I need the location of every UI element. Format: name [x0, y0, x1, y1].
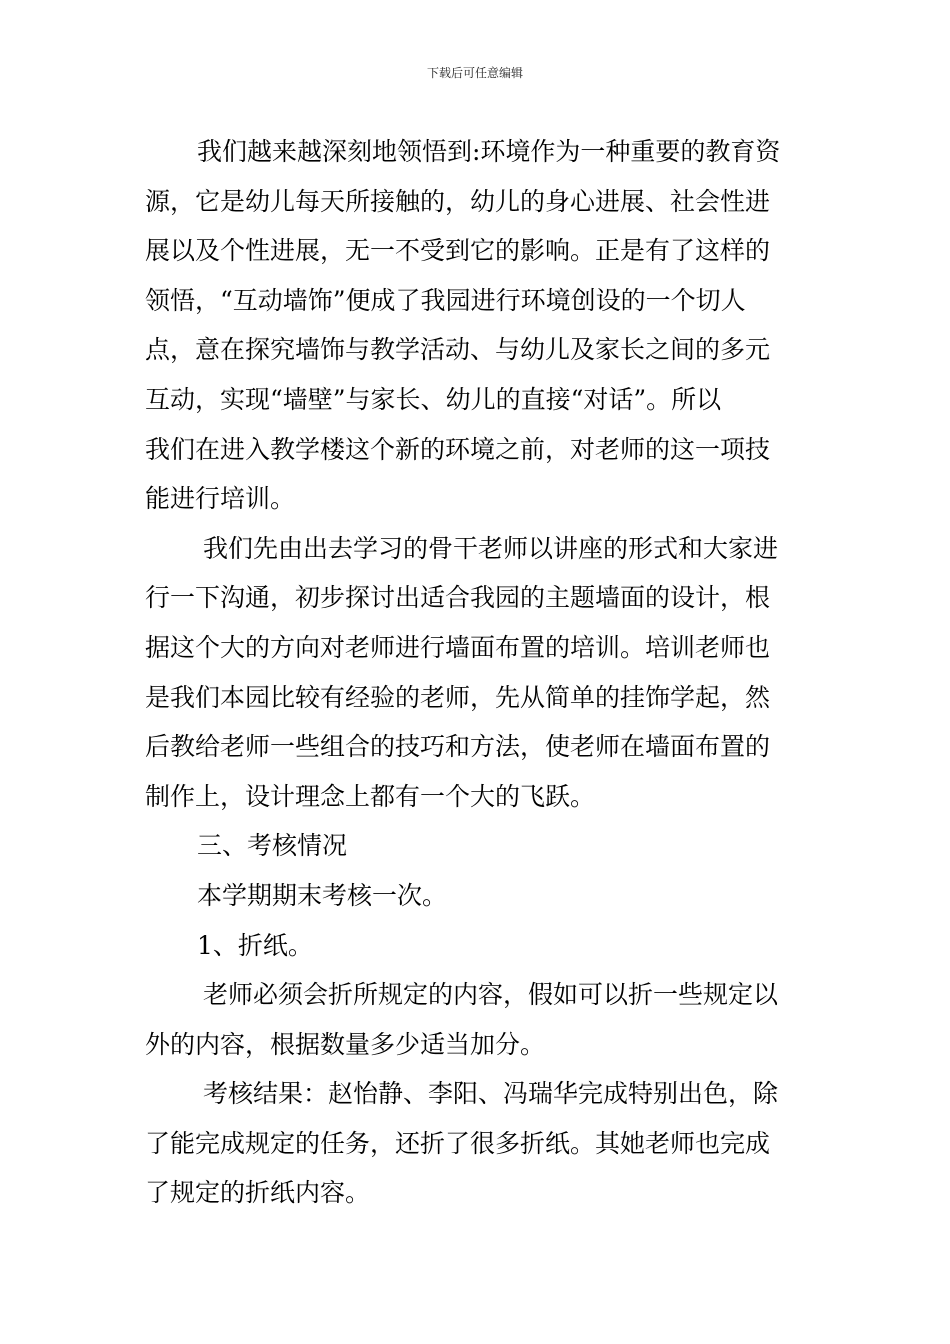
text-line: 了规定的折纸内容。 [145, 1178, 371, 1208]
paragraph-assessment-frequency [145, 871, 807, 921]
paragraph-training [145, 524, 807, 822]
text-line: 三、考核情况 [197, 831, 348, 861]
paragraph-origami-rules [145, 970, 807, 1069]
text-line: 制作上，设计理念上都有一个大的飞跃。 [145, 781, 596, 811]
text-line: 领悟，“互动墙饰”便成了我园进行环境创设的一个切人 [145, 285, 746, 315]
paragraph-environment-insight [145, 127, 807, 524]
text-line: 我们先由出去学习的骨干老师以讲座的形式和大家进 [203, 533, 779, 563]
section-heading-assessment [145, 821, 807, 871]
text-line: 行一下沟通，初步探讨出适合我园的主题墙面的设计，根 [145, 583, 771, 613]
text-line: 互动，实现“墙壁”与家长、幼儿的直接“对话”。所以 [145, 384, 722, 414]
text-line: 1、折纸。 [197, 930, 313, 960]
paragraph-assessment-result [145, 1069, 807, 1218]
text-line: 是我们本园比较有经验的老师，先从简单的挂饰学起，然 [145, 682, 771, 712]
text-line: 我们在进入教学楼这个新的环境之前，对老师的这一项技 [145, 434, 771, 464]
page-header: 下载后可任意编辑 [426, 66, 523, 80]
text-line: 我们越来越深刻地领悟到:环境作为一种重要的教育资 [197, 137, 781, 166]
text-line: 能进行培训。 [145, 484, 296, 514]
text-line: 展以及个性进展，无一不受到它的影响。正是有了这样的 [145, 236, 771, 266]
text-line: 据这个大的方向对老师进行墙面布置的培训。培训老师也 [145, 632, 771, 662]
text-line: 了能完成规定的任务，还折了很多折纸。其她老师也完成 [145, 1128, 771, 1158]
document-body [145, 127, 807, 1218]
text-line: 源，它是幼儿每天所接触的，幼儿的身心进展、社会性进 [145, 186, 771, 216]
text-line: 后教给老师一些组合的技巧和方法，使老师在墙面布置的 [145, 732, 771, 762]
text-line: 点，意在探究墙饰与教学活动、与幼儿及家长之间的多元 [145, 335, 771, 365]
text-line: 外的内容，根据数量多少适当加分。 [145, 1029, 546, 1059]
text-line: 考核结果：赵怡静、李阳、冯瑞华完成特别出色，除 [203, 1079, 779, 1109]
text-line: 本学期期末考核一次。 [197, 880, 448, 910]
item-heading-origami [145, 921, 807, 971]
text-line: 老师必须会折所规定的内容，假如可以折一些规定以 [203, 980, 779, 1010]
